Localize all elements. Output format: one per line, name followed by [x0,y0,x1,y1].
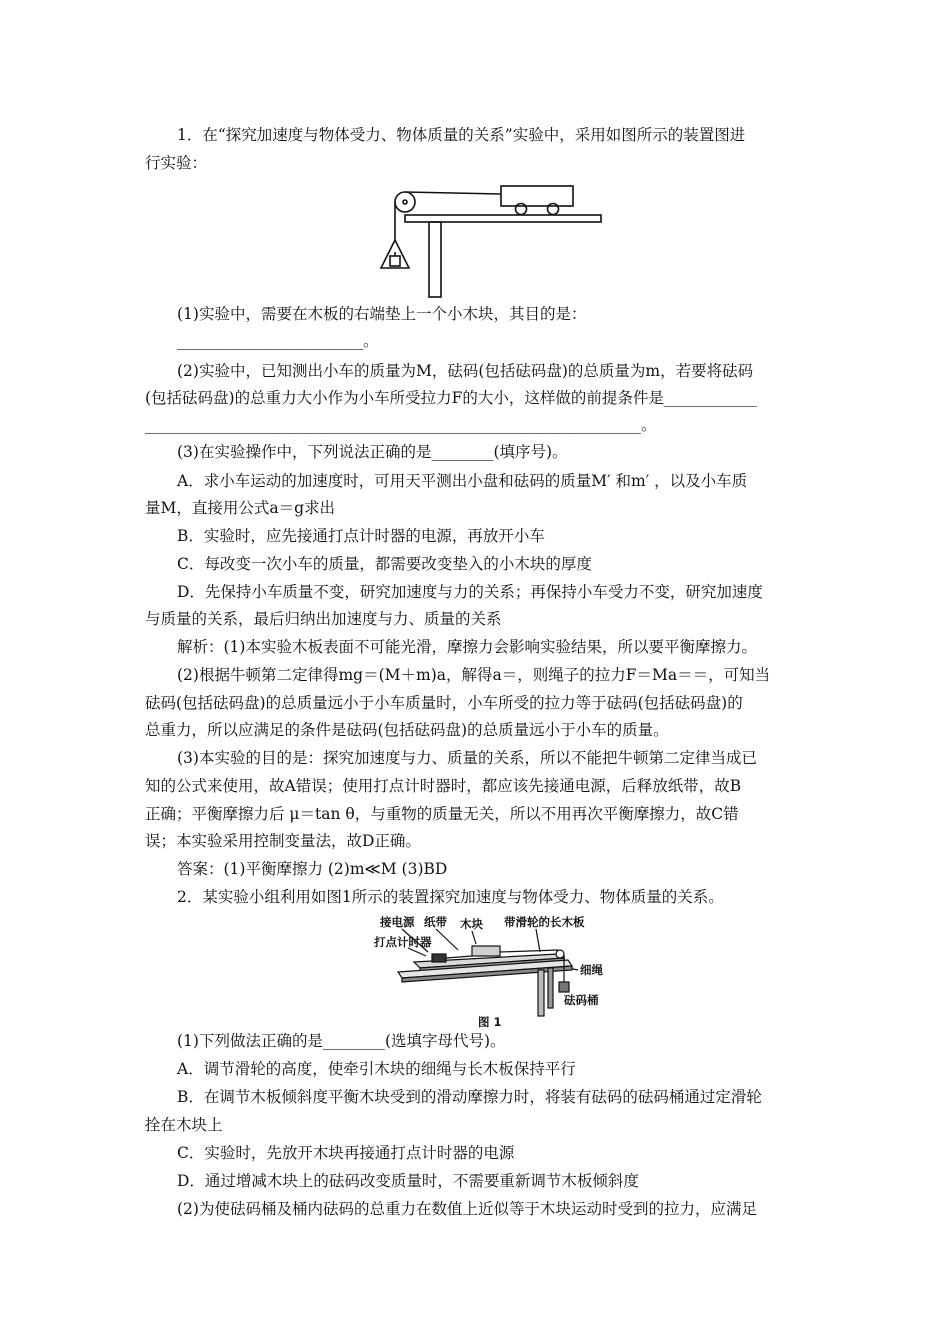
q1-part2-line3: ________________________________________________________________。 [145,416,657,434]
q2-apparatus-diagram [368,912,618,1030]
q1-analysis-2-line1: (2)根据牛顿第二定律得mg＝(M＋m)a，解得a＝，则绳子的拉力F＝Ma＝＝，可知当 [177,666,771,684]
q2-option-d: D．通过增减木块上的砝码改变质量时，不需要重新调节木板倾斜度 [177,1172,639,1190]
q2-apparatus-figure [368,912,618,1030]
q1-option-a-line2: 量M，直接用公式a＝g求出 [145,499,336,517]
q2-stem: 2．某实验小组利用如图1所示的装置探究加速度与物体受力、物体质量的关系。 [177,888,724,906]
label-bucket: 砝码桶 [564,993,599,1007]
q1-analysis-2-line2: 砝码(包括砝码盘)的总质量远小于小车质量时，小车所受的拉力等于砝码(包括砝码盘)的 [145,694,743,712]
label-tape: 纸带 [424,915,447,929]
label-string: 细绳 [580,963,603,977]
q1-option-a-line1: A．求小车运动的加速度时，可用天平测出小盘和砝码的质量M′ 和m′ ，以及小车质 [177,472,748,490]
q2-part2: (2)为使砝码桶及桶内砝码的总重力在数值上近似等于木块运动时受到的拉力，应满足 [177,1200,757,1218]
q1-analysis-3-line4: 误；本实验采用控制变量法，故D正确。 [145,832,421,850]
q1-answer: 答案：(1)平衡摩擦力 (2)m≪M (3)BD [177,860,448,878]
q2-option-b-line2: 拴在木块上 [145,1116,223,1134]
figure-caption: 图 1 [478,1015,502,1029]
q1-analysis-2-line3: 总重力，所以应满足的条件是砝码(包括砝码盘)的总质量远小于小车的质量。 [145,721,669,739]
q1-analysis-3-line1: (3)本实验的目的是：探究加速度与力、质量的关系，所以不能把牛顿第二定律当成已 [177,749,757,767]
q2-part1: (1)下列做法正确的是________(选填字母代号)。 [177,1032,506,1050]
q1-analysis-3-line2: 知的公式来使用，故A错误；使用打点计时器时，都应该先接通电源，后释放纸带，故B [145,777,742,795]
label-power: 接电源 [380,915,415,929]
q2-option-a: A．调节滑轮的高度，使牵引木块的细绳与长木板保持平行 [177,1060,576,1078]
q2-option-c: C．实验时，先放开木块再接通打点计时器的电源 [177,1144,515,1162]
label-block: 木块 [460,917,483,931]
label-board: 带滑轮的长木板 [504,915,585,929]
q1-analysis-1: 解析：(1)本实验木板表面不可能光滑，摩擦力会影响实验结果，所以要平衡摩擦力。 [177,638,757,656]
q1-stem-line2: 行实验： [145,154,208,172]
q1-option-d-line1: D．先保持小车质量不变，研究加速度与力的关系；再保持小车受力不变，研究加速度 [177,583,763,601]
q1-option-c: C．每改变一次小车的质量，都需要改变垫入的小木块的厚度 [177,555,592,573]
q2-option-b-line1: B．在调节木板倾斜度平衡木块受到的滑动摩擦力时，将装有砝码的砝码桶通过定滑轮 [177,1088,762,1106]
label-timer: 打点计时器 [374,935,432,949]
q1-apparatus-diagram [375,180,605,300]
q1-stem-line1: 1．在“探究加速度与物体受力、物体质量的关系”实验中，采用如图所示的装置图进 [177,126,746,144]
q1-analysis-3-line3: 正确；平衡摩擦力后 μ＝tan θ，与重物的质量无关，所以不用再次平衡摩擦力，故C错 [145,805,739,823]
q1-part1-line1: (1)实验中，需要在木板的右端垫上一个小木块，其目的是： [177,305,587,323]
q1-apparatus-figure [375,180,605,300]
q1-part3: (3)在实验操作中，下列说法正确的是________(填序号)。 [177,443,568,461]
q1-part2-line1: (2)实验中，已知测出小车的质量为M，砝码(包括砝码盘)的总质量为m，若要将砝码 [177,362,754,380]
q1-part2-line2: (包括砝码盘)的总重力大小作为小车所受拉力F的大小，这样做的前提条件是____________ [145,389,757,407]
q1-option-b: B．实验时，应先接通打点计时器的电源，再放开小车 [177,527,545,545]
q1-part1-blank: ________________________。 [177,332,379,350]
q1-option-d-line2: 与质量的关系，最后归纳出加速度与力、质量的关系 [145,610,502,628]
